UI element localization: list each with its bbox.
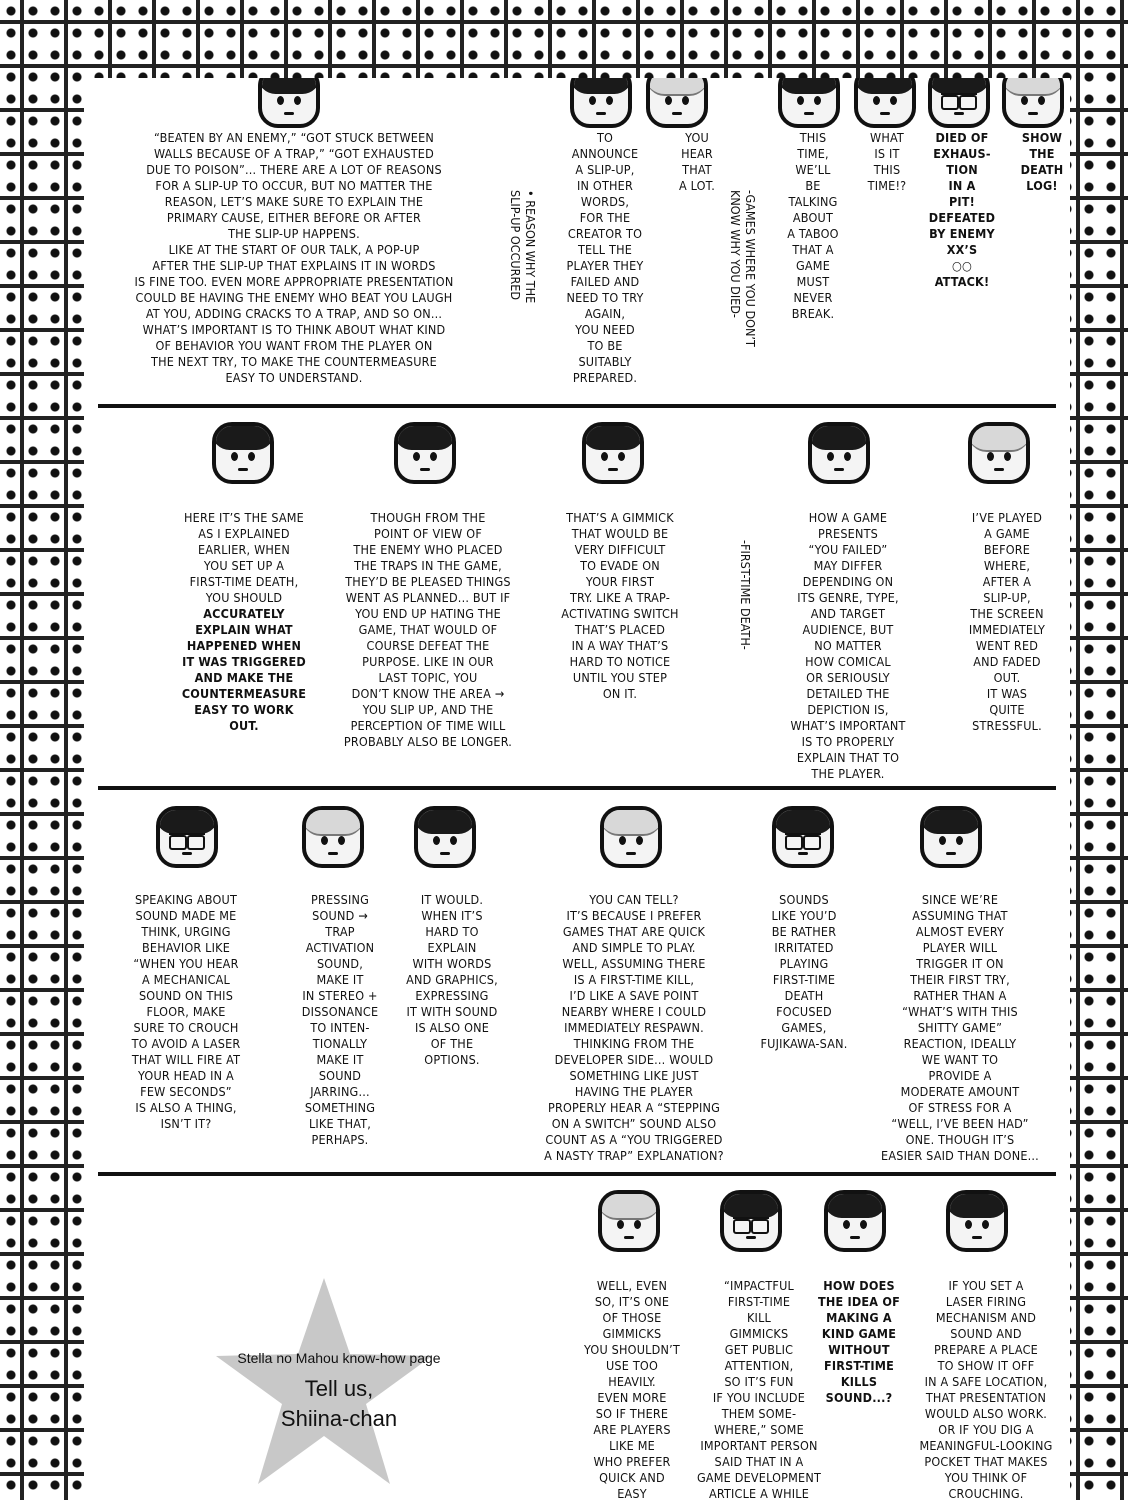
character-face-icon [582, 422, 644, 484]
character-face-icon [1002, 78, 1064, 128]
speech-bubble-you-can-tell: YOU CAN TELL? IT’S BECAUSE I PREFER GAMES THAT ARE QUICK AND SIMPLE TO PLAY. WELL, ASSUMING THERE IS A FIRST-TIME KILL, I’D LIKE A SAVE POINT NEARBY WHERE I COULD IMMEDIATELY RESPAWN. THINKING FROM THE DEVELOPER SIDE... WOULD SOMETHING LIKE JUST HAVING THE PLAYER PROPERLY HEAR A “STEPPING ON A SWITCH” SOUND ALSO COUNT AS A “YOU TRIGGERED A NASTY TRAP” EXPLANATION? [544, 892, 724, 1163]
character-face-icon [946, 1190, 1008, 1252]
speech-bubble-taboo: THIS TIME, WE’LL BE TALKING ABOUT A TABOO THAT A GAME MUST NEVER BREAK. [787, 130, 839, 321]
character-face-icon [394, 422, 456, 484]
speech-bubble-show-death-log: SHOW THE DEATH LOG! [1020, 130, 1064, 193]
character-face-icon [646, 78, 708, 128]
speech-bubble-hear-that: YOU HEAR THAT A LOT. [678, 130, 716, 193]
character-face-icon [772, 806, 834, 868]
character-face-icon [968, 422, 1030, 484]
speech-bubble-impactful: “IMPACTFUL FIRST-TIME KILL GIMMICKS GET PUBLIC ATTENTION, SO IT’S FUN IF YOU INCLUDE THEM SOME- WHERE,” SOME IMPORTANT PERSON SAID THAT IN A GAME DEVELOPMENT ARTICLE A WHILE [696, 1278, 822, 1500]
section-heading-first-time-death: -FIRST-TIME DEATH- [738, 540, 753, 650]
character-face-icon [258, 78, 320, 128]
panel-divider [98, 786, 1056, 790]
speech-bubble-assuming: SINCE WE’RE ASSUMING THAT ALMOST EVERY PLAYER WILL TRIGGER IT ON THEIR FIRST TRY, RATHER THAN A “WHAT’S WITH THIS SHITTY GAME” REACTION, IDEALLY WE WANT TO PROVIDE A MODERATE AMOUNT OF STRESS FOR A “WELL, I’VE BEEN HAD” ONE. THOUGH IT’S EASIER SAID THAN DONE... [881, 892, 1039, 1163]
speech-bubble-played-before: I’VE PLAYED A GAME BEFORE WHERE, AFTER A SLIP-UP, THE SCREEN IMMEDIATELY WENT RED AND FADED OUT. IT WAS QUITE STRESSFUL. [968, 510, 1046, 733]
section-heading-slip-up-reason: • REASON WHY THE SLIP-UP OCCURRED [508, 190, 538, 304]
speech-bubble-announce: TO ANNOUNCE A SLIP-UP, IN OTHER WORDS, FOR THE CREATOR TO TELL THE PLAYER THEY FAILED AND NEED TO TRY AGAIN, YOU NEED TO BE SUITABLY PREPARED. [566, 130, 644, 385]
character-face-icon [156, 806, 218, 868]
character-face-icon [570, 78, 632, 128]
speech-bubble-how-does: HOW DOES THE IDEA OF MAKING A KIND GAME WITHOUT FIRST-TIME KILLS SOUND...? [818, 1278, 900, 1405]
speech-bubble-pressing-sound: PRESSING SOUND → TRAP ACTIVATION SOUND, MAKE IT IN STEREO + DISSONANCE TO INTEN- TIONALLY MAKE IT SOUND JARRING... SOMETHING LIKE THAT, PERHAPS. [301, 892, 379, 1147]
speech-bubble-speaking-about-sound: SPEAKING ABOUT SOUND MADE ME THINK, URGING BEHAVIOR LIKE “WHEN YOU HEAR A MECHANICAL SOUND ON THIS FLOOR, MAKE SURE TO CROUCH TO AVOID A LASER THAT WILL FIRE AT YOUR HEAD IN A FEW SECONDS” IS ALSO A THING, ISN’T IT? [131, 892, 241, 1131]
character-face-icon [808, 422, 870, 484]
know-how-page-label: Stella no Mahou know-how page [237, 1350, 441, 1366]
manga-page [84, 78, 1070, 1500]
tell-us-title: Tell us, Shiina-chan [280, 1376, 398, 1431]
speech-bubble-same-as-earlier: HERE IT’S THE SAME AS I EXPLAINED EARLIER, WHEN YOU SET UP A FIRST-TIME DEATH, YOU SHOULD [184, 510, 304, 605]
character-face-icon [302, 806, 364, 868]
character-face-icon [778, 78, 840, 128]
character-face-icon [854, 78, 916, 128]
character-face-icon [212, 422, 274, 484]
speech-bubble-died-of-exhaustion: DIED OF EXHAUS- TION IN A PIT! DEFEATED BY ENEMY XX’S ○○ ATTACK! [928, 130, 996, 289]
panel-divider [98, 1172, 1056, 1176]
character-face-icon [824, 1190, 886, 1252]
speech-bubble-well-even-so: WELL, EVEN SO, IT’S ONE OF THOSE GIMMICKS YOU SHOULDN’T USE TOO HEAVILY. EVEN MORE SO IF THERE ARE PLAYERS LIKE ME WHO PREFER QUICK AND EASY [584, 1278, 680, 1500]
character-face-icon [598, 1190, 660, 1252]
speech-bubble-it-would: IT WOULD. WHEN IT’S HARD TO EXPLAIN WITH WORDS AND GRAPHICS, EXPRESSING IT WITH SOUND IS ALSO ONE OF THE OPTIONS. [406, 892, 498, 1067]
section-heading-games-you-died: -GAMES WHERE YOU DON’T KNOW WHY YOU DIED- [728, 190, 758, 347]
character-face-icon [600, 806, 662, 868]
character-face-icon [414, 806, 476, 868]
character-face-icon [720, 1190, 782, 1252]
speech-bubble-game-presents: HOW A GAME PRESENTS “YOU FAILED” MAY DIFFER DEPENDING ON ITS GENRE, TYPE, AND TARGET AUDIENCE, BUT NO MATTER HOW COMICAL OR SERIOUSLY DETAILED THE DEPICTION IS, WHAT’S IMPORTANT IS TO PROPERLY EXPLAIN THAT TO THE PLAYER. [790, 510, 906, 781]
character-face-icon [920, 806, 982, 868]
main-explanation-text: “BEATEN BY AN ENEMY,” “GOT STUCK BETWEEN WALLS BECAUSE OF A TRAP,” “GOT EXHAUSTED DUE TO POISON”... THERE ARE A LOT OF REASONS FOR A SLIP-UP TO OCCUR, BUT NO MATTER THE REASON, LET’S MAKE SURE TO EXPLAIN THE PRIMARY CAUSE, EITHER BEFORE OR AFTER THE SLIP-UP HAPPENS. LIKE AT THE START OF OUR TALK, A POP-UP AFTER THE SLIP-UP THAT EXPLAINS IT IN WORDS IS FINE TOO. EVEN MORE APPROPRIATE PRESENTATION COULD BE HAVING THE ENEMY WHO BEAT YOU LAUGH AT YOU, ADDING CRACKS TO A TRAP, AND SO ON... WHAT’S IMPORTANT IS TO THINK ABOUT WHAT KIND OF BEHAVIOR YOU WANT FROM THE PLAYER ON THE NEXT TRY, TO MAKE THE COUNTERMEASURE EASY TO UNDERSTAND. [134, 130, 454, 385]
speech-bubble-laser: IF YOU SET A LASER FIRING MECHANISM AND SOUND AND PREPARE A PLACE TO SHOW IT OFF IN A SAFE LOCATION, THAT PRESENTATION WOULD ALSO WORK. OR IF YOU DIG A MEANINGFUL-LOOKING POCKET THAT MAKES YOU THINK OF CROUCHING. [919, 1278, 1053, 1500]
character-face-icon [928, 78, 990, 128]
speech-bubble-irritated: SOUNDS LIKE YOU’D BE RATHER IRRITATED PLAYING FIRST-TIME DEATH FOCUSED GAMES, FUJIKAWA-SAN. [760, 892, 848, 1051]
panel-divider [98, 404, 1056, 408]
speech-bubble-what-this-time: WHAT IS IT THIS TIME!? [867, 130, 907, 193]
speech-bubble-enemy-pov: THOUGH FROM THE POINT OF VIEW OF THE ENEMY WHO PLACED THE TRAPS IN THE GAME, THEY’D BE PLEASED THINGS WENT AS PLANNED... BUT IF YOU END UP HATING THE GAME, THAT WOULD OF COURSE DEFEAT THE PURPOSE. LIKE IN OUR LAST TOPIC, YOU DON’T KNOW THE AREA → YOU SLIP UP, AND THE PERCEPTION OF TIME WILL PROBABLY ALSO BE LONGER. [343, 510, 513, 749]
speech-bubble-accurately-explain: ACCURATELY EXPLAIN WHAT HAPPENED WHEN IT WAS TRIGGERED AND MAKE THE COUNTERMEASURE EASY TO WORK OUT. [181, 606, 307, 733]
speech-bubble-gimmick: THAT’S A GIMMICK THAT WOULD BE VERY DIFFICULT TO EVADE ON YOUR FIRST TRY. LIKE A TRAP- ACTIVATING SWITCH THAT’S PLACED IN A WAY THAT’S HARD TO NOTICE UNTIL YOU STEP ON IT. [561, 510, 679, 701]
